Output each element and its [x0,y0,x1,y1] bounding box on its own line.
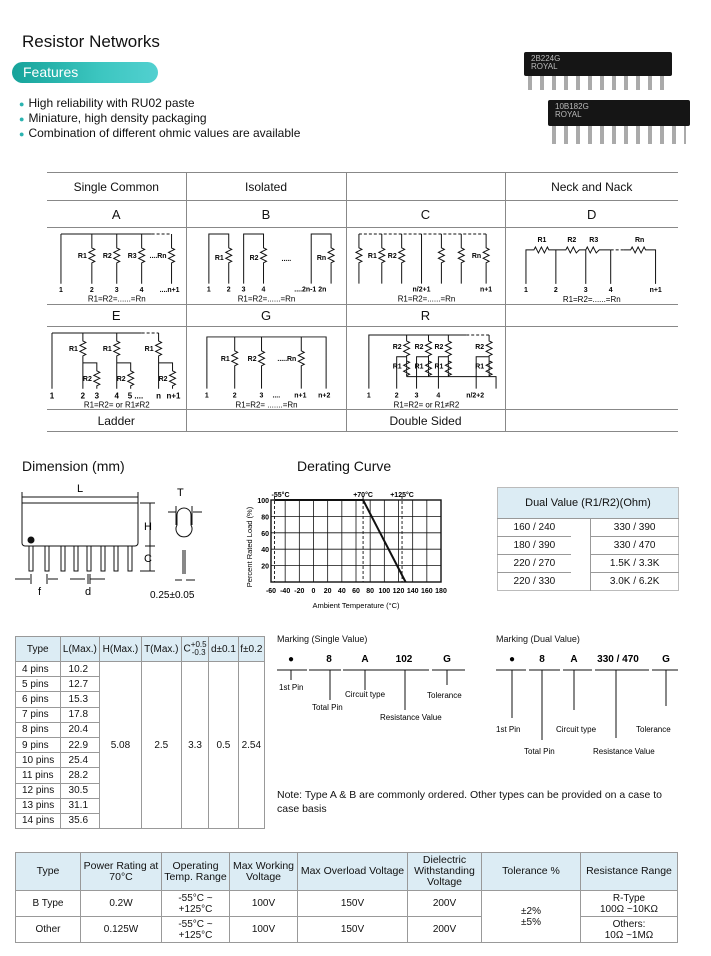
marking-dual-diagram [496,650,706,760]
category: Double Sided [346,410,505,432]
pin-label: ....2n-1 2n [293,286,326,294]
cell-t: 2.5 [141,662,181,829]
x-tick-label: 60 [352,588,360,595]
col-header: Max Overload Voltage [298,853,408,891]
dim-label-d: d [85,586,92,598]
dim-label-f: f [38,586,42,598]
cell-length: 10.2 [60,662,100,677]
category: Isolated [186,173,346,201]
pin-label: .... [271,392,280,400]
feature-text: High reliability with RU02 paste [28,96,195,110]
marking-part: G [443,654,451,665]
cell-length: 31.1 [60,798,100,813]
pin-label: 4 [139,286,144,294]
resistor-label: R2 [434,343,443,351]
cell-length: 25.4 [60,753,100,768]
product-image-sip-10 [548,100,690,126]
derating-line [275,500,406,582]
circuit-letter: R [346,304,505,326]
x-tick-label: 180 [435,588,447,595]
pin-label: 2 [89,286,94,294]
cell-length: 17.8 [60,707,100,722]
col-header: Resistance Range [581,853,678,891]
x-tick-label: 160 [420,588,433,595]
resistor-label: R2 [249,254,259,262]
cell-length: 15.3 [60,692,100,707]
x-tick-label: 120 [392,588,405,595]
marking-part: 8 [539,654,545,665]
range-value: 100Ω ~10KΩ [599,903,659,915]
pin-label: 4 [114,391,119,401]
pin-label: 4 [435,392,440,400]
circuit-letter: C [346,201,505,228]
cell-f: 2.54 [238,662,264,829]
range-label: R-Type [612,892,646,904]
cell-h: 5.08 [100,662,142,829]
dim-label-t: T [177,487,184,499]
y-tick-label: 80 [261,514,269,522]
tolerance-value: ±2% [521,905,541,917]
label-tolerance: Tolerance [636,725,671,734]
cell: 200V [408,917,482,943]
col-header: Max Working Voltage [230,853,298,891]
circuit-r-schematic [347,327,505,409]
ellipsis: ..... [281,255,291,263]
col-header: H(Max.) [100,637,142,662]
cell: -55°C ~ +125°C [162,891,230,917]
pin-label: 2 [553,286,558,294]
pin-label: 1 [49,391,55,401]
circuit-letter: B [186,201,346,228]
chip-brand: ROYAL [531,62,558,71]
resistor-label: R2 [102,252,112,260]
pin1-dot: ● [508,654,516,665]
c-label: C [183,643,191,655]
formula: R1=R2=......=Rn [237,294,295,304]
x-tick-label: 100 [378,588,391,595]
category: Neck and Nack [505,173,678,201]
table-row [498,573,679,591]
cell-length: 22.9 [60,737,100,752]
pin-label: 3 [583,286,588,294]
formula: R1=R2= .......=Rn [235,400,297,410]
dim-label-lead: 0.25±0.05 [150,590,195,601]
circuit-b-schematic [187,228,346,304]
cell: 160 / 240 [498,519,571,537]
resistor-label: R1 [392,363,402,371]
formula: R1=R2=......=Rn [397,294,455,304]
resistor-label: R2 [392,343,402,351]
table-row [498,537,679,555]
pin-label: ....n+1 [159,286,180,294]
pin-label: n+1 [166,391,181,401]
cell: -55°C ~ +125°C [162,917,230,943]
label-total-pin: Total Pin [524,747,555,756]
cell-type: 7 pins [16,707,61,722]
cell: 100V [230,917,298,943]
col-header: Dielectric Withstanding Voltage [408,853,482,891]
chip-code: 2B224G [531,54,561,63]
cell-length: 30.5 [60,783,100,798]
cell: 180 / 390 [498,537,571,555]
x-tick-label: 80 [366,588,375,595]
label-circuit-type: Circuit type [345,690,386,699]
cell: B Type [16,891,81,917]
c-minus: -0.3 [191,648,206,657]
pin-label: 2 [226,286,231,294]
pin-label: 3 [259,392,263,400]
resistor-label: Rn [634,236,644,244]
pin-label: 1 [206,286,211,294]
pin-label: 3 [241,286,246,294]
c-plus: +0.5 [190,640,207,649]
cell-type: 5 pins [16,677,61,692]
circuit-letter: E [47,304,186,326]
circuit-a-schematic [47,228,186,304]
col-header: f±0.2 [238,637,264,662]
resistor-label: R1 [474,363,484,371]
feature-item: ● High reliability with RU02 paste [19,96,195,110]
x-tick-label: -20 [294,588,305,595]
cell-type: 9 pins [16,737,61,752]
marking-single-diagram [277,650,477,732]
cell: 330 / 470 [591,537,679,555]
table-row [16,662,265,677]
feature-text: Combination of different ohmic values are available [28,126,301,140]
cell-length: 20.4 [60,722,100,737]
y-tick-label: 40 [261,547,269,555]
x-tick-label: 20 [323,588,332,595]
derating-chart [238,484,453,616]
features-heading: Features [12,62,158,83]
label-resistance: Resistance Value [380,713,442,722]
pin-label: n+1 [479,286,492,294]
circuit-type-table [47,172,678,432]
cell: 100V [230,891,298,917]
col-header: Tolerance % [482,853,581,891]
resistor-label: R3 [588,236,598,244]
circuit-d-schematic [506,228,679,304]
marking-part: 330 / 470 [597,654,639,665]
cell: Other [16,917,81,943]
pin-label: 1 [523,286,528,294]
cell: 150V [298,891,408,917]
table-row [498,555,679,573]
formula: R1=R2=......=Rn [562,294,621,304]
resistor-label: R1 [414,363,424,371]
resistor-label: R2 [566,236,576,244]
range-value: 10Ω ~1MΩ [604,929,654,941]
resistor-label: R2 [414,343,424,351]
cell-type: 4 pins [16,662,61,677]
feature-item: ● Combination of different ohmic values are available [19,126,301,140]
formula: R1=R2= or R1≠R2 [393,400,459,410]
tolerance-cell [482,891,581,943]
marking-single-title: Marking (Single Value) [277,634,368,644]
resistor-label: R2 [116,375,126,383]
dim-label-h: H [144,521,152,533]
pin-label: 4 [608,286,613,294]
pin-label: 1 [366,392,371,400]
x-tick-label: 140 [406,588,419,595]
marking-part: 8 [326,654,332,665]
resistor-label: R1 [220,355,230,363]
cell: 220 / 330 [513,576,556,587]
pin-dimension-table [15,636,265,829]
col-header: L(Max.) [60,637,100,662]
pin1-dot: ● [287,654,295,665]
page-title: Resistor Networks [22,32,160,51]
cell-length: 12.7 [60,677,100,692]
circuit-c-schematic [347,228,505,304]
cell-type: 13 pins [16,798,61,813]
x-axis-label: Ambient Temperature (°C) [312,601,400,610]
y-axis-label: Percent Rated Load (%) [245,506,254,588]
feature-item: ● Miniature, high density packaging [19,111,207,125]
category: Ladder [47,410,186,432]
pin-label: n+1 [293,392,306,400]
pin-label: 4 [261,286,265,294]
cell-d: 0.5 [209,662,238,829]
cell-type: 10 pins [16,753,61,768]
spec-table [15,852,678,943]
cell: 1.5K / 3.3K [591,555,679,573]
chip-pins [552,126,686,144]
x-tick-label: 40 [337,588,346,595]
y-tick-label: 100 [257,498,269,505]
resistor-label: R1 [214,254,224,262]
circuit-g-schematic [187,327,346,409]
pin1-dot [28,537,35,544]
pin-label: 2 [394,392,399,400]
circuit-letter: D [505,201,678,228]
cell: 3.0K / 6.2K [609,576,660,587]
pin-label: 3 [114,286,119,294]
cell-length: 28.2 [60,768,100,783]
marking-part: A [570,654,578,665]
resistor-label: R1 [144,345,154,353]
pin-label: 1 [204,392,209,400]
label-first-pin: 1st Pin [496,725,521,734]
resistor-label: ....Rn [149,252,167,260]
resistor-label: R2 [387,252,397,260]
formula: R1=R2= or R1≠R2 [83,400,150,410]
cell: 330 / 390 [591,519,679,537]
col-header: d±0.1 [209,637,238,662]
resistor-label: R1 [77,252,87,260]
range-cell [581,917,678,943]
col-header: Type [16,853,81,891]
resistor-label: R1 [102,345,112,353]
label-tolerance: Tolerance [427,691,462,700]
label-first-pin: 1st Pin [279,683,304,692]
resistor-label: R2 [474,343,484,351]
cell: 0.2W [81,891,162,917]
resistor-label: R1 [536,236,546,244]
pin-label: n/2+1 [412,286,430,294]
dim-label-l: L [76,483,84,495]
resistor-label: R2 [82,375,92,383]
cell-type: 6 pins [16,692,61,707]
marking-part: G [662,654,670,665]
cell: 0.125W [81,917,162,943]
resistor-label: .....Rn [276,355,296,363]
circuit-e-schematic [47,327,186,410]
label-resistance: Resistance Value [593,747,655,756]
marker-label: +125°C [390,492,414,499]
pin-label: n [156,391,162,401]
col-header: Operating Temp. Range [162,853,230,891]
pin-label: 3 [414,392,418,400]
dual-value-title: Dual Value (R1/R2)(Ohm) [498,488,679,519]
pin-label: 5 .... [127,391,144,401]
category: Single Common [47,173,186,201]
circuit-letter: G [186,304,346,326]
resistor-label: R3 [127,252,137,260]
pin-label: 2 [80,391,86,401]
resistor-label: Rn [316,254,326,262]
x-tick-label: -40 [280,588,291,595]
col-header: Power Rating at 70°C [81,853,162,891]
table-row [498,519,679,537]
range-cell [581,891,678,917]
resistor-label: R2 [247,355,257,363]
dimension-title: Dimension (mm) [22,458,125,474]
pin-label: 3 [94,391,100,401]
formula: R1=R2=......=Rn [87,294,146,304]
cell-length: 35.6 [60,813,100,828]
dim-label-c: C [144,553,152,565]
range-label: Others: [612,918,646,930]
col-header: Type [16,637,61,662]
pin-label: 2 [232,392,237,400]
circuit-letter: A [47,201,186,228]
marking-part: A [361,654,369,665]
cell-type: 11 pins [16,768,61,783]
category [346,173,505,201]
product-image-sip-11 [524,52,672,76]
y-tick-label: 60 [261,530,269,538]
chip-pins [528,76,668,90]
cell: 220 / 270 [498,555,571,573]
chart-title: Derating Curve [297,458,392,474]
cell-type: 8 pins [16,722,61,737]
marker-label: -55°C [271,492,290,499]
cell: 200V [408,891,482,917]
cell-c: 3.3 [181,662,208,829]
pin-label: n/2+2 [465,392,484,400]
x-tick-label: 0 [311,588,316,595]
marker-label: +70°C [353,492,373,499]
resistor-label: R1 [434,363,443,371]
label-circuit-type: Circuit type [556,725,597,734]
table-row [16,891,678,917]
cell-type: 14 pins [16,813,61,828]
y-tick-label: 20 [261,563,269,571]
note-text: Note: Type A & B are commonly ordered. Other types can be provided on a case to case basis [277,789,663,815]
pin-label: 1 [58,286,63,294]
cell: 150V [298,917,408,943]
dual-value-table [497,487,679,591]
resistor-label: R1 [68,345,78,353]
cell-type: 12 pins [16,783,61,798]
label-total-pin: Total Pin [312,703,343,712]
resistor-label: R1 [367,252,377,260]
marking-part: 102 [395,654,413,665]
resistor-label: R2 [158,375,168,383]
resistor-label: Rn [471,252,481,260]
chip-brand: ROYAL [555,110,582,119]
tolerance-value: ±5% [521,916,541,928]
x-tick-label: -60 [265,588,277,595]
marking-dual-title: Marking (Dual Value) [496,634,580,644]
chip-code: 10B182G [555,102,589,111]
pin-label: n+2 [317,392,330,400]
col-header: T(Max.) [141,637,181,662]
col-header [181,637,208,662]
feature-text: Miniature, high density packaging [28,111,207,125]
pin-label: n+1 [649,286,662,294]
dimension-drawing [10,480,210,605]
